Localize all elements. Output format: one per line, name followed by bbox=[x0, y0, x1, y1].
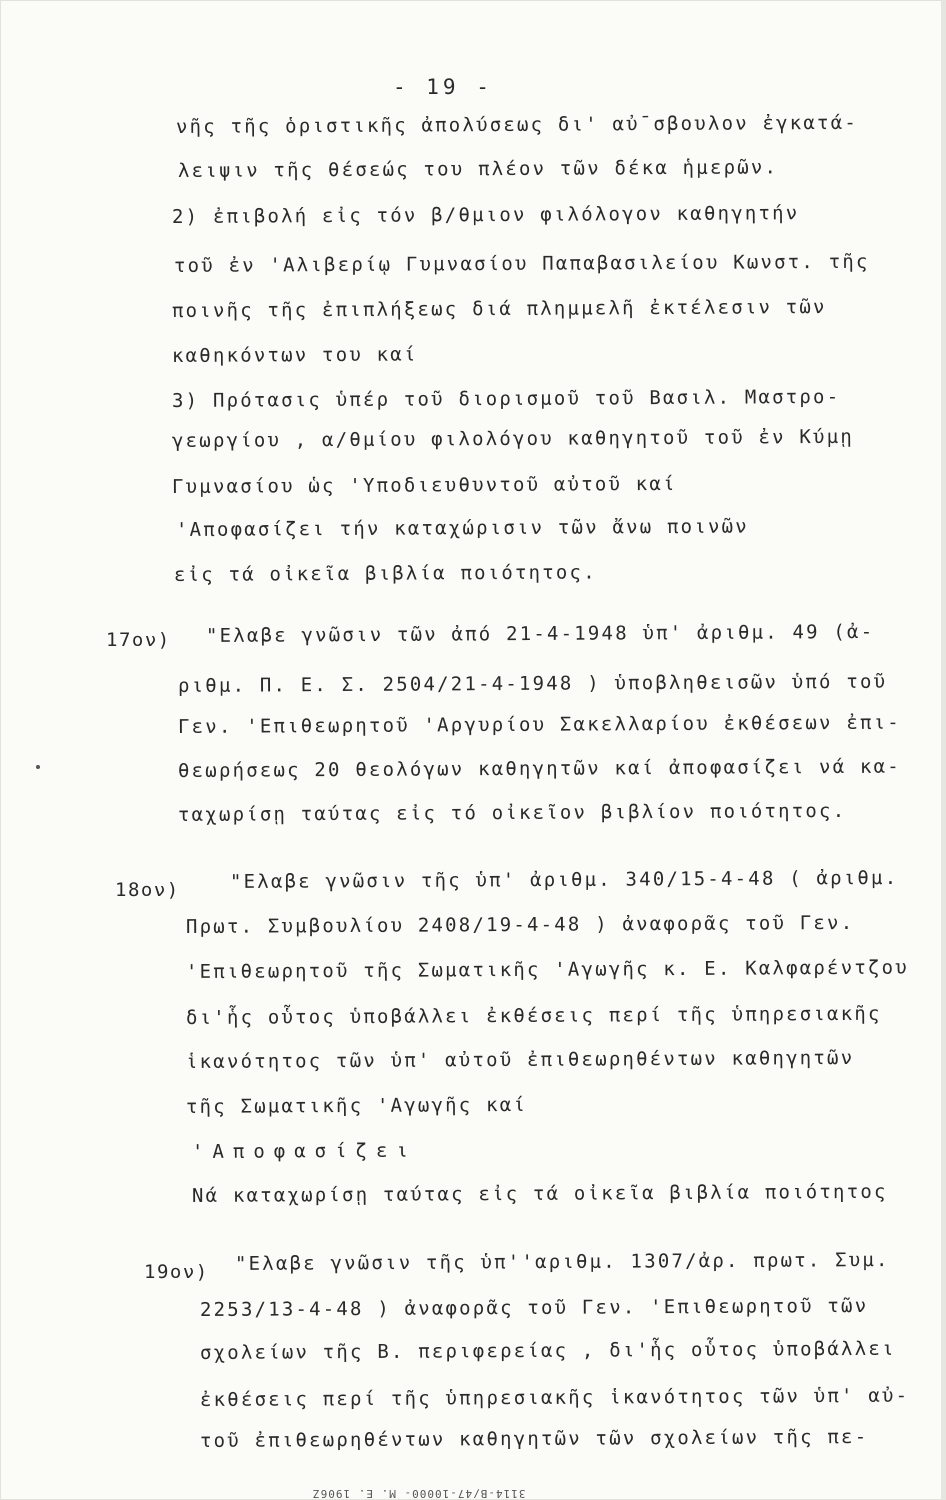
text-line: "Ελαβε γνῶσιν τῆς ὑπ' ἀριθμ. 340/15-4-48 ( ἀριθμ. bbox=[229, 866, 899, 893]
text-line: εἰς τά οἰκεῖα βιβλία ποιότητος. bbox=[173, 561, 597, 586]
text-line: τοῦ ἐπιθεωρηθέντων καθηγητῶν τῶν σχολείων τῆς πε- bbox=[199, 1425, 869, 1452]
text-line: νῆς τῆς ὁριστικῆς ἀπολύσεως δι' αὐ¯σβουλον ἐγκατά- bbox=[175, 111, 859, 138]
text-line: σχολείων τῆς Β. περιφερείας , δι'ἧς οὗτος ὑποβάλλει bbox=[199, 1337, 896, 1364]
text-line: ἐκθέσεις περί τῆς ὑπηρεσιακῆς ἱκανότητος τῶν ὑπ' αὐ- bbox=[199, 1384, 910, 1411]
printer-footer: 3114-Β/47-10000- Μ. Ε. 1906Ζ bbox=[312, 1487, 526, 1500]
text-line: λειψιν τῆς θέσεώς του πλέον τῶν δέκα ἡμερῶν. bbox=[177, 156, 779, 182]
page-number: - 19 - bbox=[393, 75, 493, 99]
text-line: Γεν. 'Επιθεωρητοῦ 'Αργυρίου Σακελλαρίου ἐκθέσεων ἐπι- bbox=[177, 711, 901, 738]
text-line: ταχωρίσῃ ταύτας εἰς τό οἰκεῖον βιβλίον ποιότητος. bbox=[177, 799, 847, 826]
text-line: δι'ἧς οὗτος ὑποβάλλει ἐκθέσεις περί τῆς ὑπηρεσιακῆς bbox=[185, 1002, 882, 1029]
item-label-18: 18ον) bbox=[115, 879, 180, 901]
text-line: ριθμ. Π. Ε. Σ. 2504/21-4-1948 ) ὑποβληθεισῶν ὑπό τοῦ bbox=[177, 670, 888, 697]
text-line: Πρωτ. Συμβουλίου 2408/19-4-48 ) ἀναφορᾶς τοῦ Γεν. bbox=[185, 911, 855, 938]
page-edge bbox=[941, 0, 946, 1500]
text-line: Γυμνασίου ὡς 'Υποδιευθυντοῦ αὐτοῦ καί bbox=[171, 472, 677, 498]
text-line: τοῦ ἐν 'Αλιβερίῳ Γυμνασίου Παπαβασιλείου Κωνστ. τῆς bbox=[173, 250, 870, 277]
text-line: 3) Πρότασις ὑπέρ τοῦ διορισμοῦ τοῦ Βασιλ. Μαστρο- bbox=[171, 385, 841, 412]
item-label-19: 19ον) bbox=[144, 1261, 209, 1283]
text-line: 2) ἐπιβολή εἰς τόν β/θμιον φιλόλογον καθηγητήν bbox=[171, 202, 800, 228]
text-line: γεωργίου , α/θμίου φιλολόγου καθηγητοῦ τοῦ ἐν Κύμῃ bbox=[171, 425, 855, 452]
text-line: 'Αποφασίζει bbox=[191, 1139, 417, 1163]
text-line: 'Επιθεωρητοῦ τῆς Σωματικῆς 'Αγωγῆς κ. Ε. Καλφαρέντζου bbox=[185, 956, 909, 983]
text-line: ἱκανότητος τῶν ὑπ' αὐτοῦ ἐπιθεωρηθέντων καθηγητῶν bbox=[185, 1046, 855, 1073]
text-line: "Ελαβε γνῶσιν τῆς ὑπ''αριθμ. 1307/ἀρ. πρωτ. Συμ. bbox=[234, 1249, 890, 1275]
text-line: "Ελαβε γνῶσιν τῶν ἀπό 21-4-1948 ὑπ' ἀριθμ. 49 (ἀ- bbox=[205, 620, 875, 647]
text-line: 'Αποφασίζει τήν καταχώρισιν τῶν ἄνω ποινῶν bbox=[175, 515, 749, 541]
text-line: 2253/13-4-48 ) ἀναφορᾶς τοῦ Γεν. 'Επιθεωρητοῦ τῶν bbox=[199, 1294, 869, 1321]
text-line: θεωρήσεως 20 θεολόγων καθηγητῶν καί ἀποφασίζει νά κα- bbox=[177, 755, 901, 782]
margin-mark bbox=[36, 765, 40, 769]
text-line: καθηκόντων του καί bbox=[171, 343, 418, 367]
text-line: τῆς Σωματικῆς 'Αγωγῆς καί bbox=[185, 1093, 528, 1118]
text-line: Νά καταχωρίσῃ ταύτας εἰς τά οἰκεῖα βιβλία ποιότητος bbox=[191, 1180, 888, 1207]
item-label-17: 17ον) bbox=[106, 629, 171, 651]
text-line: ποινῆς τῆς ἐπιπλήξεως διά πλημμελῆ ἐκτέλεσιν τῶν bbox=[171, 296, 827, 322]
